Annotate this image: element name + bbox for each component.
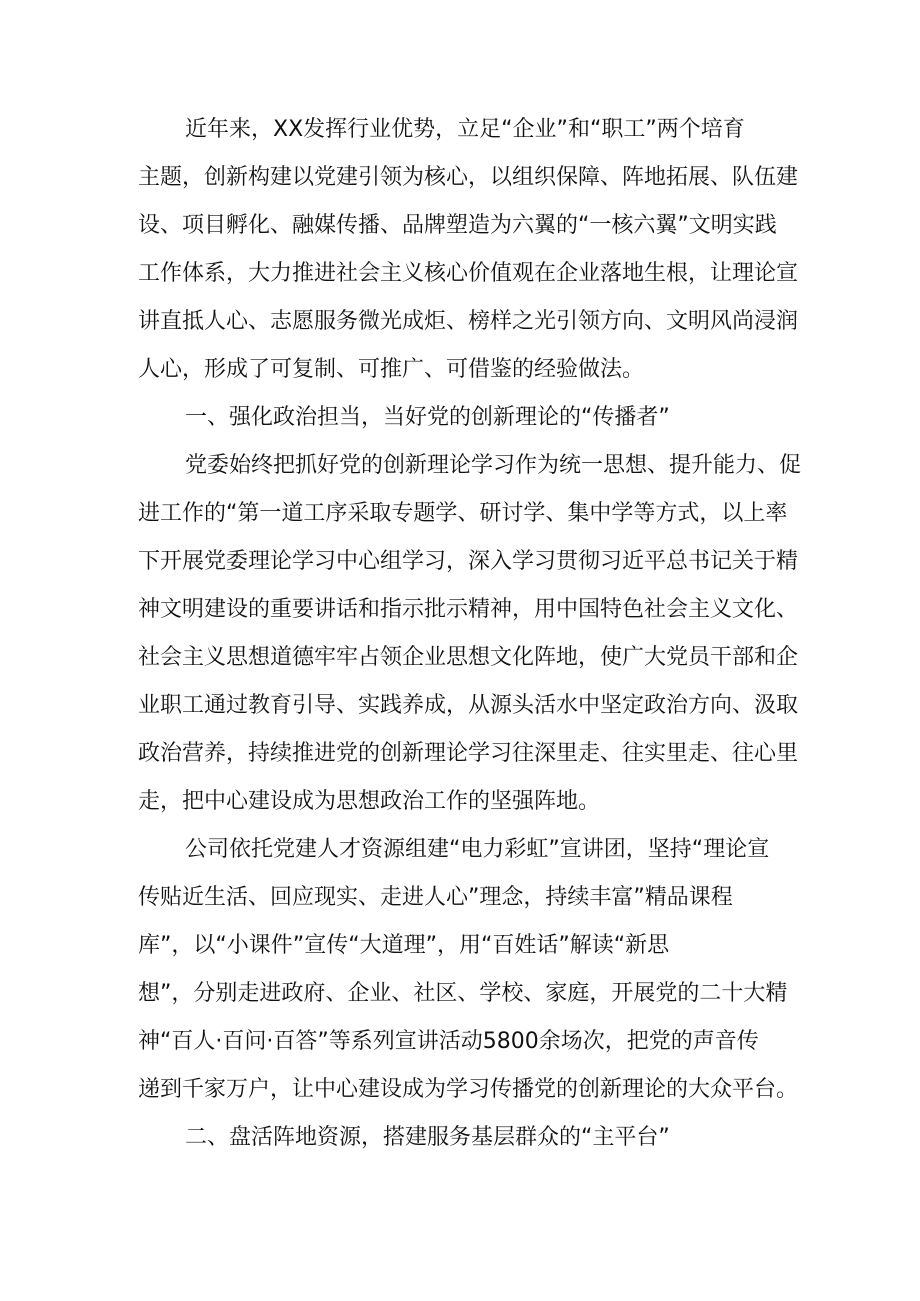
text-line: 递到千家万户，让中心建设成为学习传播党的创新理论的大众平台。 xyxy=(138,1077,799,1102)
document-body xyxy=(138,106,802,1162)
text-line: 设、项目孵化、融媒传播、品牌塑造为六翼的“一核六翼”文明实践 xyxy=(138,213,777,238)
text-line: 走，把中心建设成为思想政治工作的坚强阵地。 xyxy=(138,789,601,814)
section-1-paragraph-2 xyxy=(138,826,799,1114)
heading-line: 一、强化政治担当，当好党的创新理论的“传播者” xyxy=(185,405,670,430)
text-line: 传贴近生活、回应现实、走进人心”理念，持续丰富”精品课程 xyxy=(138,885,733,910)
text-line: 讲直抵人心、志愿服务微光成炬、榜样之光引领方向、文明风尚浸润 xyxy=(138,309,799,334)
text-line: 主题，创新构建以党建引领为核心，以组织保障、阵地拓展、队伍建 xyxy=(138,165,799,190)
intro-paragraph xyxy=(138,106,799,394)
text-line: 政治营养，持续推进党的创新理论学习往深里走、往实里走、往心里 xyxy=(138,741,799,766)
text-line: 人心，形成了可复制、可推广、可借鉴的经验做法。 xyxy=(138,357,645,382)
text-line: 库”，以“小课件”宣传“大道理”，用“百姓话”解读“新思 xyxy=(138,933,670,958)
text-line: 神文明建设的重要讲话和指示批示精神，用中国特色社会主义文化、 xyxy=(138,597,799,622)
section-heading-1 xyxy=(138,394,788,442)
text-line: 业职工通过教育引导、实践养成，从源头活水中坚定政治方向、汲取 xyxy=(138,693,799,718)
section-1-paragraph-1 xyxy=(138,442,802,826)
section-heading-2 xyxy=(138,1114,788,1162)
text-line: 工作体系，大力推进社会主义核心价值观在企业落地生根，让理论宣 xyxy=(138,261,799,286)
text-line: 想”，分别走进政府、企业、社区、学校、家庭，开展党的二十大精 xyxy=(138,981,788,1006)
text-line: 进工作的“第一道工序采取专题学、研讨学、集中学等方式，以上率 xyxy=(138,501,788,526)
text-line: 公司依托党建人才资源组建“电力彩虹”宣讲团，坚持“理论宣 xyxy=(185,837,770,862)
text-line: 近年来，XX发挥行业优势，立足“企业”和“职工”两个培育 xyxy=(185,117,745,142)
heading-line: 二、盘活阵地资源，搭建服务基层群众的“主平台” xyxy=(185,1125,670,1150)
text-line: 神“百人·百问·百答”等系列宣讲活动5800余场次，把党的声音传 xyxy=(138,1029,759,1054)
text-line: 社会主义思想道德牢牢占领企业思想文化阵地，使广大党员干部和企 xyxy=(138,645,799,670)
text-line: 下开展党委理论学习中心组学习，深入学习贯彻习近平总书记关于精 xyxy=(138,549,799,574)
text-line: 党委始终把抓好党的创新理论学习作为统一思想、提升能力、促 xyxy=(185,453,802,478)
